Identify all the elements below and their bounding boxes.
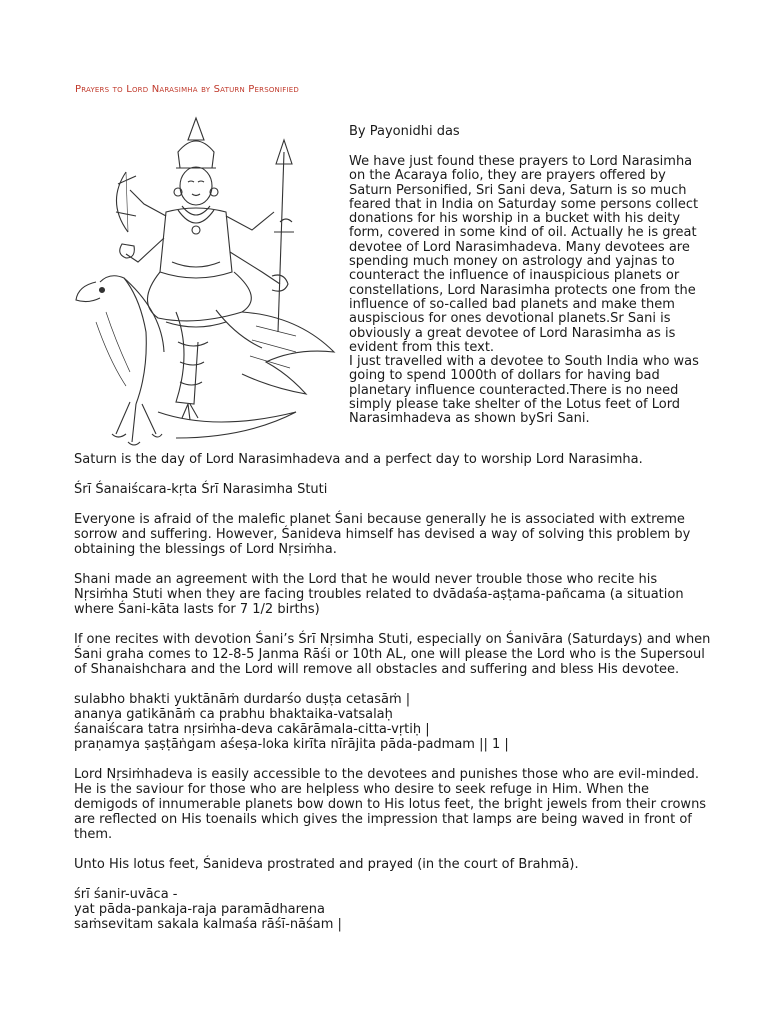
intro-column bbox=[349, 155, 699, 427]
paragraph-accessible: Lord Nṛsiṁhadeva is easily accessible to the devotees and punishes those who are evil-minded. He is the saviour for those who are helpless who desire to seek refuge in Him. When the demigods of innumerable planets bow down to His lotus feet, the bright jewels from their crowns are reflected on His toenails which gives the impression that lamps are being waved in front of them. bbox=[74, 767, 707, 842]
paragraph-agreement: Shani made an agreement with the Lord that he would never trouble those who recite his Nṛsiṁha Stuti when they are facing troubles related to dvādaśa-aṣṭama-pañcama (a situation where Śani-kāta lasts for 7 1/2 births) bbox=[74, 572, 684, 617]
paragraph-recite: If one recites with devotion Śani’s Śrī Nṛsimha Stuti, especially on Śanivāra (Saturdays) and when Śani graha comes to 12-8-5 Janma Rāśi or 10th AL, one will please the Lord who is the Supersoul of Shanaishchara and the Lord will remove all obstacles and suffering and bless His devotee. bbox=[74, 632, 711, 677]
verse-line: śrī śanir-uvāca - bbox=[74, 887, 178, 902]
byline: By Payonidhi das bbox=[349, 124, 460, 139]
paragraph-afraid: Everyone is afraid of the malefic planet Śani because generally he is associated with extreme sorrow and suffering. However, Śanideva himself has devised a way of solving this problem by obtaining the blessings of Lord Nṛsiṁha. bbox=[74, 512, 691, 557]
verse-line: saṁsevitam sakala kalmaśa rāśī-nāśam | bbox=[74, 917, 342, 932]
document-title: Prayers to Lord Narasimha by Saturn Personified bbox=[75, 84, 299, 95]
verse-line: ananya gatikānāṁ ca prabhu bhaktaika-vatsalaḥ bbox=[74, 707, 393, 722]
saturn-deity-illustration bbox=[66, 112, 338, 452]
paragraph-unto: Unto His lotus feet, Śanideva prostrated and prayed (in the court of Brahmā). bbox=[74, 857, 579, 872]
intro-paragraph: We have just found these prayers to Lord Narasimha on the Acaraya folio, they are prayers offered by Saturn Personified, Sri Sani deva, Saturn is so much feared that in India on Saturday some persons collect donations for his worship in a bucket with his deity form, covered in some kind of oil. Actually he is great devotee of Lord Narasimhadeva. Many devotees are spending much money on astrology and yajnas to counteract the influence of inauspicious planets or constellations, Lord Narasimha protects one from the influence of so-called bad planets and make them auspiscious for ones devotional planets.Sr Sani is obviously a great devotee of Lord Narasimha as is evident from this text. bbox=[349, 154, 699, 355]
saturn-day-paragraph: Saturn is the day of Lord Narasimhadeva and a perfect day to worship Lord Narasimha. bbox=[74, 452, 643, 467]
stuti-heading: Śrī Śanaiścara-kṛta Śrī Narasimha Stuti bbox=[74, 482, 328, 497]
verse-line: praṇamya ṣaṣṭāṅgam aśeṣa-loka kirīta nīrājita pāda-padmam || 1 | bbox=[74, 737, 509, 752]
document-body bbox=[74, 452, 714, 947]
travel-paragraph: I just travelled with a devotee to South India who was going to spend 1000th of dollars for having bad planetary influence counteracted.There is no need simply please take shelter of the Lotus feet of Lord Narasimhadeva as shown bySri Sani. bbox=[349, 354, 699, 427]
verse-line: sulabho bhakti yuktānāṁ durdarśo duṣṭa cetasāṁ | bbox=[74, 692, 411, 707]
verse-two bbox=[74, 887, 714, 932]
verse-line: yat pāda-pankaja-raja paramādharena bbox=[74, 902, 325, 917]
verse-line: śanaiścara tatra nṛsiṁha-deva cakārāmala-citta-vṛtiḥ | bbox=[74, 722, 430, 737]
verse-one bbox=[74, 692, 714, 752]
deity-drawing bbox=[66, 112, 338, 452]
